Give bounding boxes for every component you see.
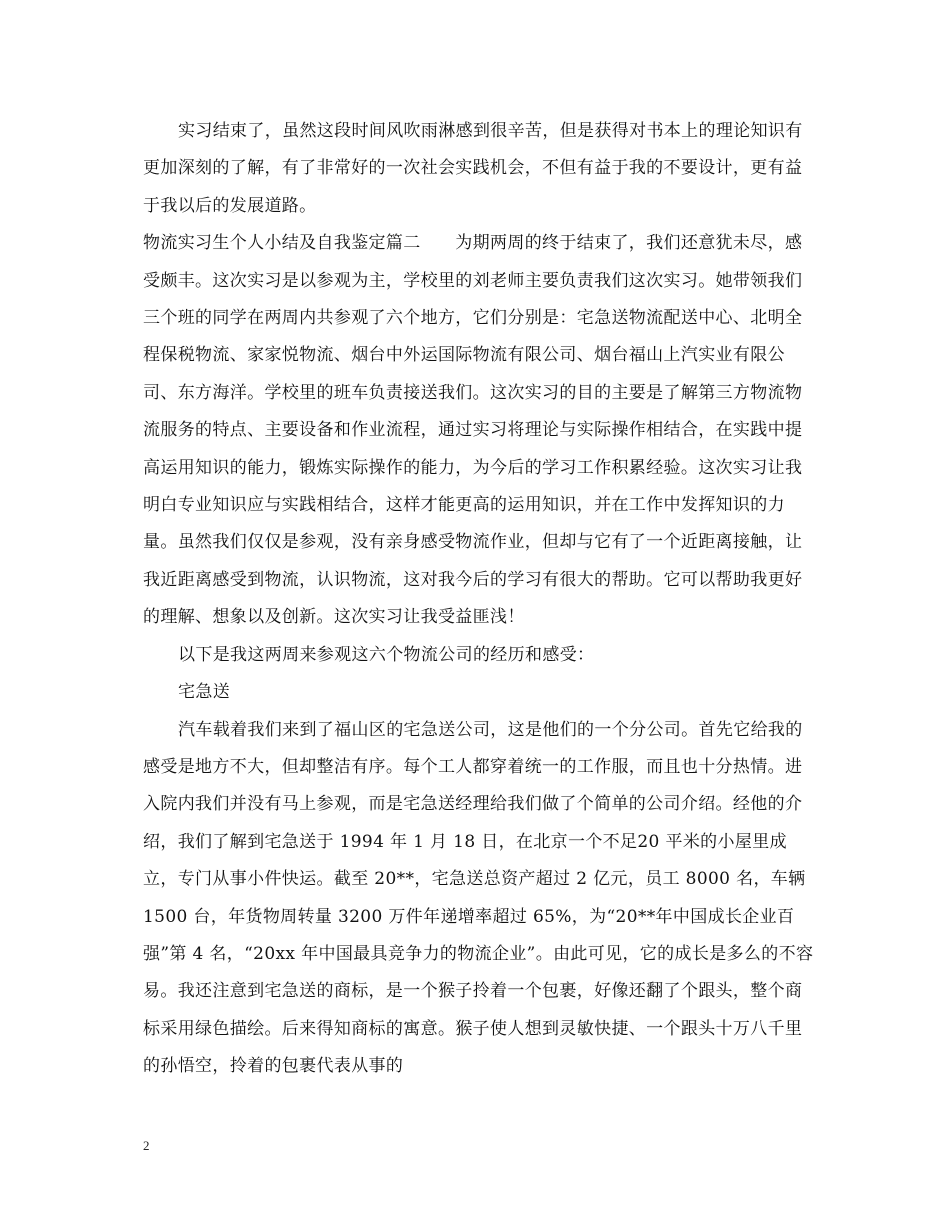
text-line: 为今后的学习工作积累经验。这次实习让我明白专业知识应与实践相结合，这样 bbox=[143, 457, 803, 516]
paragraph-section-two-intro bbox=[143, 225, 815, 636]
section-heading-zjs bbox=[143, 674, 815, 711]
text-line: 由此可见，它的成长是多么的不容易。我还注意到宅急送的商标，是一个猴子拎 bbox=[143, 943, 814, 1002]
text-line: 着一个包裹，好像还翻了个跟头，整个商标采用绿色描绘。后来得知商标的寓意。 bbox=[143, 981, 803, 1039]
text-line: 目的主要是了解第三方物流物流服务的特点、主要设备和作业流程，通过实习将 bbox=[143, 382, 803, 441]
text-line: 才能更高的运用知识，并在工作中发挥知识的力量。虽然我们仅仅是参观，没有 bbox=[143, 495, 785, 553]
text-line: 汽车载着我们来到了福山区的宅急送公司，这是他们的一个分公司。首先它 bbox=[178, 719, 751, 740]
text-line: 猴子使人想到灵敏快捷、一个跟头十万八千里的孙悟空，拎着的包裹代表从事的 bbox=[143, 1018, 803, 1077]
text-line: 知识有更加深刻的了解，有了非常好的一次社会实践机会，不但有益于我的不要 bbox=[143, 121, 803, 179]
text-line: 宅急送 bbox=[178, 682, 231, 703]
page-number: 2 bbox=[143, 1138, 150, 1153]
text-line: 以下是我这两周来参观这六个物流公司的经历和感受： bbox=[178, 644, 595, 665]
paragraph-experience-intro bbox=[143, 637, 815, 674]
text-line: 员工 8000 名，车辆 1500 台，年货物周转量 3200 万件年递增率超过 65%，为 bbox=[143, 869, 806, 927]
text-line: 台福山上汽实业有限公司、东方海洋。学校里的班车负责接送我们。这次实习的 bbox=[143, 345, 785, 403]
text-line: 亲身感受物流作业，但却与它有了一个近距离接触，让我近距离感受到物流，认 bbox=[143, 532, 803, 590]
paragraph-zjs-visit bbox=[143, 712, 815, 1086]
text-line: 创新。这次实习让我受益匪浅！ bbox=[281, 607, 525, 628]
text-line: 实习结束了，虽然这段时间风吹雨淋感到很辛苦，但是获得对书本上的理论 bbox=[178, 121, 751, 141]
text-line: “20**年中国成长企业百强”第 4 名，“20xx 年中国最具竞争力的物流企业”。 bbox=[143, 906, 795, 964]
document-body bbox=[143, 113, 815, 1086]
text-line: 公司介绍。经他的介绍，我们了解到宅急送于 1994 年 1 月 18 日，在北京一个不足 bbox=[143, 794, 803, 852]
text-line: 配送中心、北明全程保税物流、家家悦物流、烟台中外运国际物流有限公司、烟 bbox=[143, 308, 803, 366]
paragraph-internship-conclusion bbox=[143, 113, 815, 225]
text-line: 十分热情。进入院内我们并没有马上参观，而是宅急送经理给我们做了个简单的 bbox=[143, 756, 803, 815]
text-line: 理论与实际操作相结合，在实践中提高运用知识的能力，锻炼实际操作的能力， bbox=[143, 420, 803, 478]
text-line: 20 平米的小屋里成立，专门从事小件快运。截至 20**，宅急送总资产超过 2 亿元， bbox=[143, 831, 787, 890]
text-line: 尽，感受颇丰。这次实习是以参观为主，学校里的刘老师主要负责我们这次实习。 bbox=[143, 233, 803, 291]
text-line: 给我的感受是地方不大，但却整洁有序。每个工人都穿着统一的工作服，而且也 bbox=[143, 719, 803, 777]
text-line: 物流实习生个人小结及自我鉴定篇二 为期两周的终于结束了，我们还意犹未 bbox=[143, 233, 751, 254]
text-line: 她带领我们三个班的同学在两周内共参观了六个地方，它们分别是：宅急送物流 bbox=[143, 270, 803, 329]
text-line: 识物流，这对我今后的学习有很大的帮助。它可以帮助我更好的理解、想象以及 bbox=[143, 569, 803, 628]
text-line: 设计，更有益于我以后的发展道路。 bbox=[143, 158, 803, 216]
